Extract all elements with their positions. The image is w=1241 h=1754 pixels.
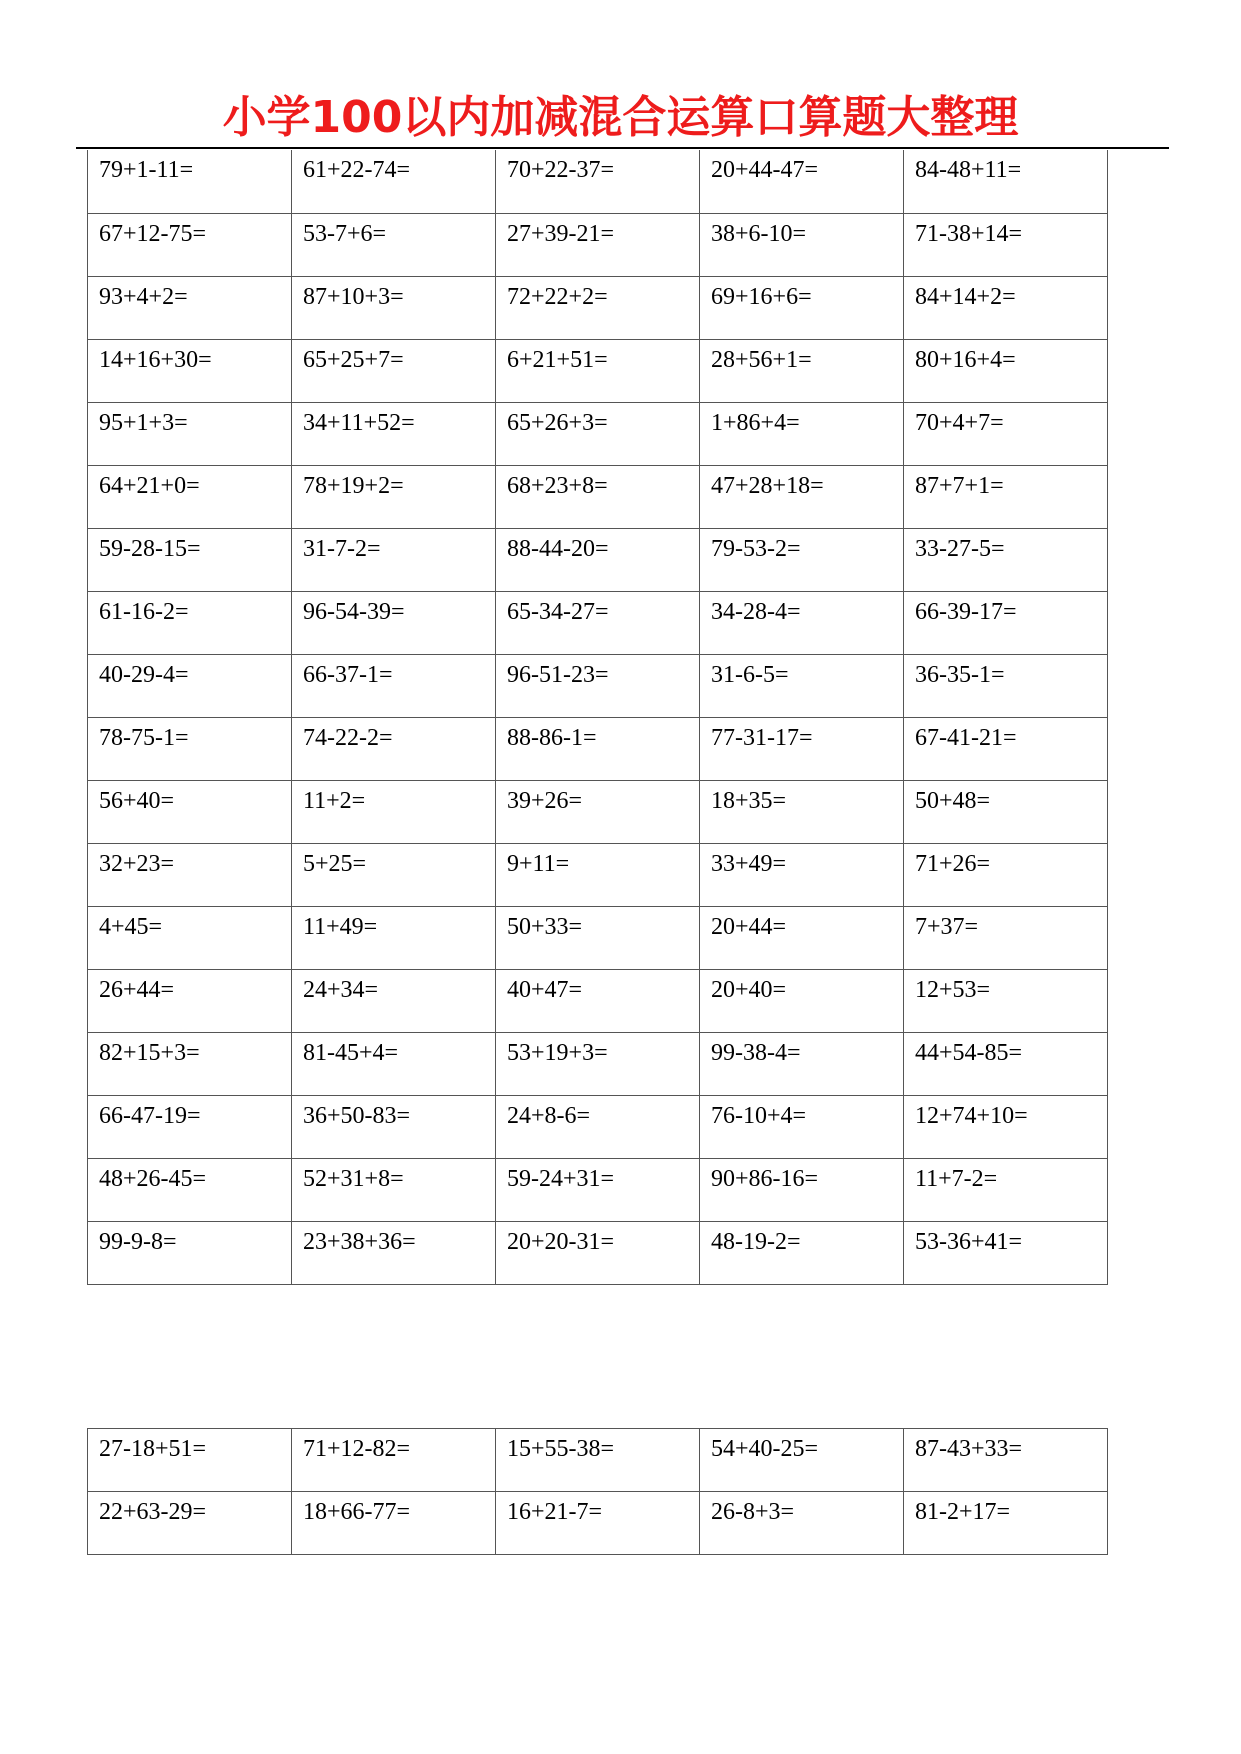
problem-cell: 48-19-2= [700,1221,904,1284]
problem-cell: 84-48+11= [904,150,1108,213]
problem-cell: 40+47= [496,969,700,1032]
problem-cell: 71+12-82= [292,1429,496,1492]
problem-cell: 31-6-5= [700,654,904,717]
problem-cell: 93+4+2= [88,276,292,339]
problem-cell: 96-51-23= [496,654,700,717]
problem-cell: 68+23+8= [496,465,700,528]
problem-cell: 95+1+3= [88,402,292,465]
problem-cell: 54+40-25= [700,1429,904,1492]
problem-cell: 53-36+41= [904,1221,1108,1284]
problem-cell: 77-31-17= [700,717,904,780]
table-row [88,339,1108,402]
problem-cell: 5+25= [292,843,496,906]
problem-cell: 78-75-1= [88,717,292,780]
problem-cell: 22+63-29= [88,1492,292,1555]
table-row [88,654,1108,717]
problem-cell: 34+11+52= [292,402,496,465]
table-row [88,528,1108,591]
problem-cell: 70+22-37= [496,150,700,213]
table-row [88,1492,1108,1555]
problem-cell: 50+33= [496,906,700,969]
problem-cell: 31-7-2= [292,528,496,591]
problem-cell: 66-47-19= [88,1095,292,1158]
problem-cell: 11+7-2= [904,1158,1108,1221]
problem-cell: 90+86-16= [700,1158,904,1221]
problem-cell: 56+40= [88,780,292,843]
table-row [88,150,1108,213]
table-row [88,969,1108,1032]
problem-cell: 65+26+3= [496,402,700,465]
problem-cell: 99-38-4= [700,1032,904,1095]
table-row [88,213,1108,276]
problem-cell: 64+21+0= [88,465,292,528]
problem-cell: 88-86-1= [496,717,700,780]
table-row [88,1221,1108,1284]
problem-cell: 59-28-15= [88,528,292,591]
table-row [88,591,1108,654]
table-row [88,402,1108,465]
problem-cell: 12+74+10= [904,1095,1108,1158]
problem-cell: 87+7+1= [904,465,1108,528]
problem-table-body [88,150,1108,1284]
problem-table-body [88,1429,1108,1555]
problem-cell: 79+1-11= [88,150,292,213]
problem-cell: 67-41-21= [904,717,1108,780]
problem-cell: 27+39-21= [496,213,700,276]
problem-cell: 48+26-45= [88,1158,292,1221]
problem-cell: 71+26= [904,843,1108,906]
problem-cell: 81-2+17= [904,1492,1108,1555]
table-row [88,843,1108,906]
problem-cell: 71-38+14= [904,213,1108,276]
table-row [88,1429,1108,1492]
problem-cell: 20+44= [700,906,904,969]
problem-cell: 87+10+3= [292,276,496,339]
problem-cell: 39+26= [496,780,700,843]
problem-cell: 12+53= [904,969,1108,1032]
problem-cell: 38+6-10= [700,213,904,276]
problem-cell: 36-35-1= [904,654,1108,717]
problem-cell: 1+86+4= [700,402,904,465]
problem-cell: 27-18+51= [88,1429,292,1492]
problem-cell: 4+45= [88,906,292,969]
page-title: 小学100以内加减混合运算口算题大整理 [222,92,1019,143]
problem-cell: 23+38+36= [292,1221,496,1284]
table-row [88,1032,1108,1095]
problem-cell: 33-27-5= [904,528,1108,591]
problem-cell: 66-37-1= [292,654,496,717]
problem-cell: 61+22-74= [292,150,496,213]
problem-cell: 32+23= [88,843,292,906]
problem-table-2 [87,1428,1108,1555]
problem-cell: 53-7+6= [292,213,496,276]
table-row [88,780,1108,843]
problem-cell: 84+14+2= [904,276,1108,339]
problem-cell: 80+16+4= [904,339,1108,402]
table-row [88,276,1108,339]
problem-cell: 81-45+4= [292,1032,496,1095]
problem-cell: 6+21+51= [496,339,700,402]
problem-cell: 96-54-39= [292,591,496,654]
problem-cell: 66-39-17= [904,591,1108,654]
table-row [88,1095,1108,1158]
table-row [88,906,1108,969]
problem-cell: 28+56+1= [700,339,904,402]
problem-cell: 72+22+2= [496,276,700,339]
problem-cell: 99-9-8= [88,1221,292,1284]
problem-cell: 24+8-6= [496,1095,700,1158]
problem-cell: 16+21-7= [496,1492,700,1555]
problem-cell: 20+20-31= [496,1221,700,1284]
title-underline [76,147,1169,149]
problem-table-1 [87,150,1108,1285]
problem-cell: 70+4+7= [904,402,1108,465]
problem-cell: 74-22-2= [292,717,496,780]
problem-cell: 36+50-83= [292,1095,496,1158]
problem-cell: 52+31+8= [292,1158,496,1221]
problem-cell: 88-44-20= [496,528,700,591]
problem-cell: 20+40= [700,969,904,1032]
problem-cell: 34-28-4= [700,591,904,654]
problem-cell: 79-53-2= [700,528,904,591]
problem-cell: 26-8+3= [700,1492,904,1555]
problem-cell: 65+25+7= [292,339,496,402]
problem-cell: 53+19+3= [496,1032,700,1095]
problem-cell: 69+16+6= [700,276,904,339]
problem-cell: 47+28+18= [700,465,904,528]
problem-cell: 18+66-77= [292,1492,496,1555]
problem-cell: 40-29-4= [88,654,292,717]
problem-cell: 50+48= [904,780,1108,843]
table-row [88,717,1108,780]
problem-cell: 11+2= [292,780,496,843]
problem-cell: 26+44= [88,969,292,1032]
problem-cell: 67+12-75= [88,213,292,276]
problem-cell: 59-24+31= [496,1158,700,1221]
problem-cell: 14+16+30= [88,339,292,402]
table-row [88,465,1108,528]
problem-cell: 78+19+2= [292,465,496,528]
problem-cell: 82+15+3= [88,1032,292,1095]
problem-cell: 87-43+33= [904,1429,1108,1492]
table-row [88,1158,1108,1221]
problem-cell: 20+44-47= [700,150,904,213]
problem-cell: 76-10+4= [700,1095,904,1158]
problem-cell: 15+55-38= [496,1429,700,1492]
problem-cell: 24+34= [292,969,496,1032]
problem-cell: 18+35= [700,780,904,843]
problem-cell: 9+11= [496,843,700,906]
problem-cell: 11+49= [292,906,496,969]
problem-cell: 65-34-27= [496,591,700,654]
problem-cell: 61-16-2= [88,591,292,654]
problem-cell: 44+54-85= [904,1032,1108,1095]
problem-cell: 33+49= [700,843,904,906]
problem-cell: 7+37= [904,906,1108,969]
